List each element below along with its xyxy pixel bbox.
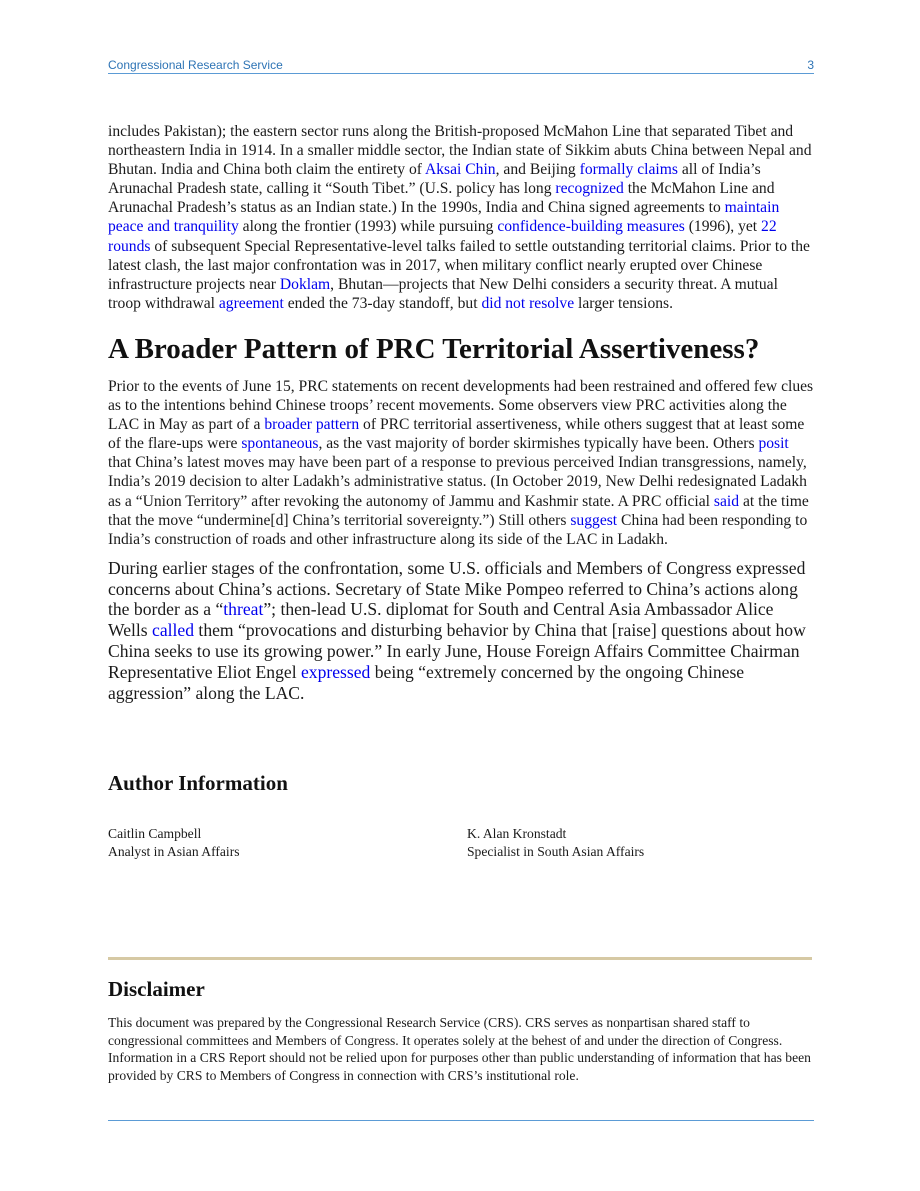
text-run: them “provocations and disturbing behavior by China that [raise] questions about how China seeks to use its growing power.” In early June, House Foreign Affairs Committee Chairman Representative Eliot Engel (108, 620, 806, 682)
text-run: the McMahon Line and Arunachal Pradesh’s status as an Indian state.) In the 1990s, India and China signed agreements to (108, 180, 775, 217)
link-maintain-peace[interactable]: maintain peace and tranquility (108, 199, 780, 236)
paragraph-prc-assertiveness (108, 377, 814, 549)
header-publisher: Congressional Research Service (108, 58, 283, 72)
link-posit[interactable]: posit (758, 435, 789, 453)
link-confidence-building[interactable]: confidence-building measures (497, 218, 685, 236)
link-said[interactable]: said (713, 492, 740, 510)
link-aksai-chin[interactable]: Aksai Chin (425, 161, 496, 179)
text-run: of PRC territorial assertiveness, while others suggest that at least some of the flare-ups were (108, 416, 805, 453)
text-run: that China’s latest moves may have been part of a response to previous perceived Indian transgressions, namely, India’s 2019 decision to alter Ladakh’s administrative status. (In October 2019, New Delhi redesignated Ladakh as a “Union Territory” after revoking the autonomy of Jammu and Kashmir state. A PRC official (108, 454, 807, 510)
text-run: larger tensions. (574, 294, 674, 312)
link-broader-pattern[interactable]: broader pattern (264, 416, 360, 434)
author-name: Caitlin Campbell (108, 826, 202, 841)
link-did-not-resolve[interactable]: did not resolve (481, 294, 575, 312)
section-title: A Broader Pattern of PRC Territorial Assertiveness? (108, 332, 760, 365)
link-formally-claims[interactable]: formally claims (579, 161, 678, 179)
author-information-heading: Author Information (108, 771, 288, 795)
disclaimer-heading: Disclaimer (108, 977, 205, 1001)
disclaimer-divider (108, 957, 812, 960)
text-run: Prior to the events of June 15, PRC statements on recent developments had been restrained and offered few clues as to the intentions behind Chinese troops’ recent movements. Some observers view PRC activities along the LAC in May as part of a (108, 377, 814, 434)
link-suggest[interactable]: suggest (570, 511, 618, 529)
link-spontaneous[interactable]: spontaneous (241, 435, 319, 453)
link-agreement[interactable]: agreement (218, 294, 284, 312)
page-header (108, 58, 814, 74)
text-run: ended the 73-day standoff, but (283, 294, 482, 312)
text-run: of subsequent Special Representative-level talks failed to settle outstanding territorial claims. Prior to the latest clash, the last major confrontation was in 2017, when military conflict nearly erupted over Chinese infrastructure projects near (108, 237, 810, 293)
text-run: , Bhutan—projects that New Delhi considers a security threat. A mutual troop withdrawal (108, 275, 778, 312)
link-doklam[interactable]: Doklam (279, 275, 331, 293)
text-run: along the frontier (1993) while pursuing (238, 218, 498, 236)
text-run: , and Beijing (495, 161, 580, 179)
author-title: Specialist in South Asian Affairs (467, 843, 645, 859)
author-name: K. Alan Kronstadt (467, 826, 567, 841)
paragraph-border-sectors (108, 122, 814, 313)
link-threat[interactable]: threat (223, 599, 264, 620)
text-run: ”; then-lead U.S. diplomat for South and Central Asia Ambassador Alice Wells (108, 599, 774, 641)
disclaimer-text: This document was prepared by the Congressional Research Service (CRS). CRS serves as nonpartisan shared staff to congressional committees and Members of Congress. It operates solely at the behest of and under the direction of Congress. Information in a CRS Report should not be relied upon for purposes other than public understanding of information that has been provided by CRS to Members of Congress in connection with CRS’s institutional role. (108, 1015, 811, 1083)
text-run: China had been responding to India’s construction of roads and other infrastructure along its side of the LAC in Ladakh. (108, 511, 808, 548)
page-number: 3 (807, 58, 814, 72)
link-22-rounds[interactable]: 22 rounds (108, 218, 777, 255)
header-divider (108, 73, 814, 74)
link-expressed[interactable]: expressed (300, 661, 371, 682)
author-title: Analyst in Asian Affairs (108, 843, 240, 859)
text-run: , as the vast majority of border skirmishes typically have been. Others (318, 435, 759, 453)
author-entry (108, 825, 240, 860)
text-run: includes Pakistan); the eastern sector runs along the British-proposed McMahon Line that separated Tibet and northeastern India in 1914. In a smaller middle sector, the Indian state of Sikkim abuts China between Nepal and Bhutan. India and China both claim the entirety of (108, 123, 812, 179)
text-run: all of India’s Arunachal Pradesh state, calling it “South Tibet.” (U.S. policy has long (108, 161, 761, 198)
text-run: at the time that the move “undermine[d] China’s territorial sovereignty.”) Still others (108, 492, 809, 529)
main-content (108, 122, 814, 703)
author-entry (467, 825, 644, 860)
paragraph-us-concerns (108, 558, 814, 704)
text-run: being “extremely concerned by the ongoing Chinese aggression” along the LAC. (108, 661, 745, 703)
text-run: During earlier stages of the confrontation, some U.S. officials and Members of Congress expressed concerns about China’s actions. Secretary of State Mike Pompeo referred to China’s actions along the border as a “ (108, 557, 806, 620)
text-run: (1996), yet (684, 218, 762, 236)
footer-divider (108, 1120, 814, 1121)
link-called[interactable]: called (152, 620, 195, 641)
link-recognized[interactable]: recognized (555, 180, 624, 198)
